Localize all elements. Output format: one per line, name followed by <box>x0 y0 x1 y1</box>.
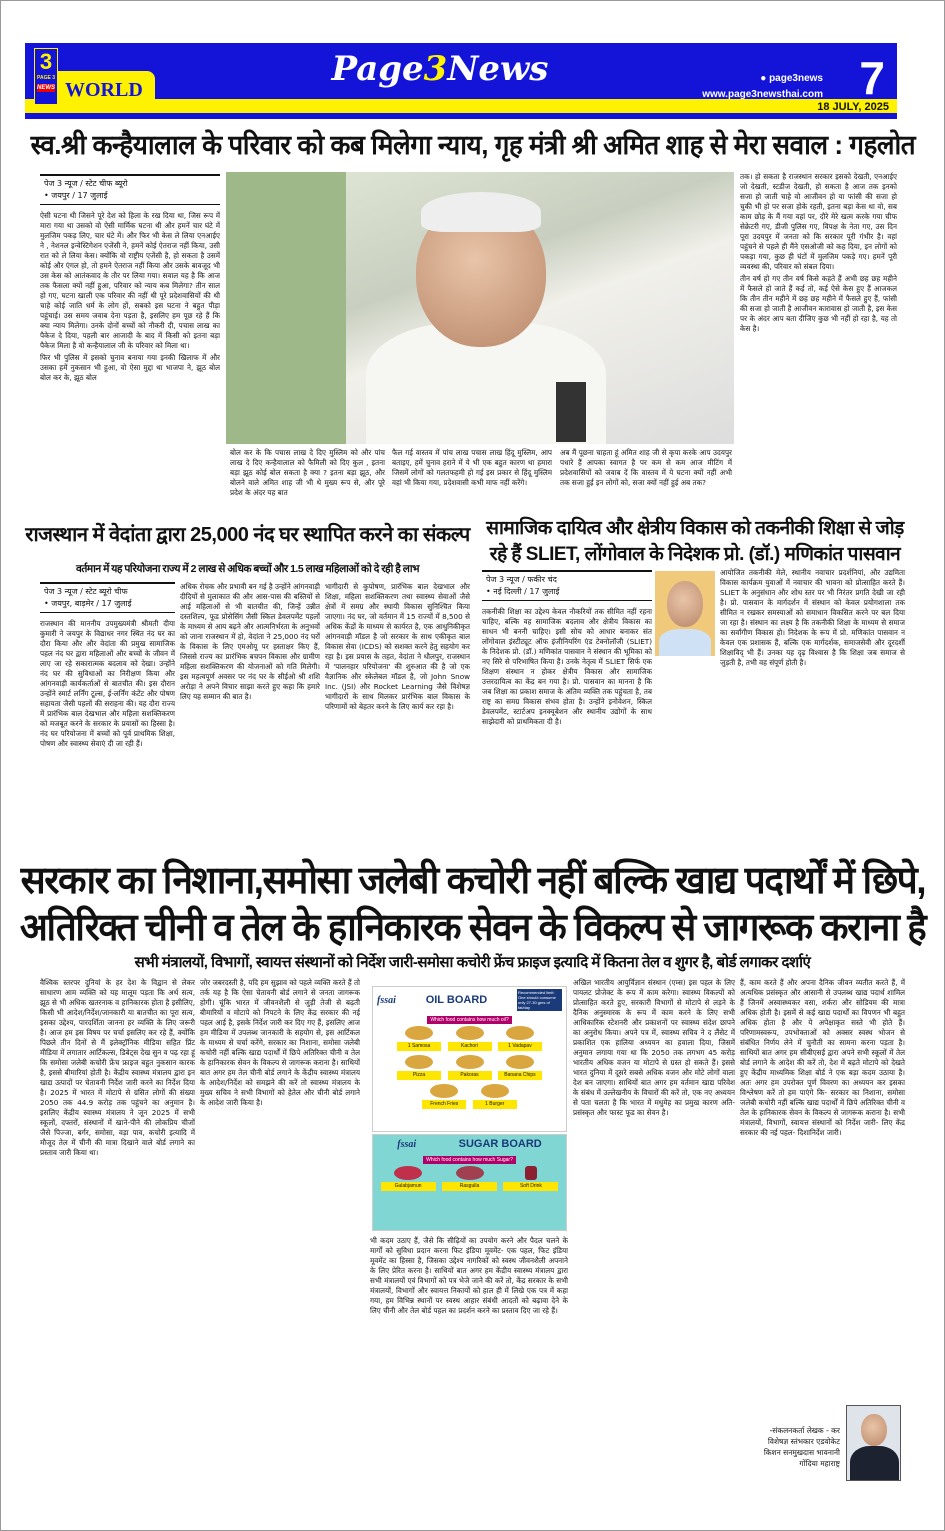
story1-under-col-1: बोल कर के कि पचास लाख दे दिए मुस्लिम को और पांच लाख दे दिए कन्हैयालाल को फैमिली को दिए कुल , इतना बड़ा झूठ कोई बोल सकता है क्या ? इतना बड़ा झूठ, और बोलने वाले अमित शाह जी भी थे मुख्य रूप से, और पूरे प्रदेश के अंदर यह बात <box>230 448 385 497</box>
food-item: 1 Samosa <box>397 1026 441 1051</box>
page3-logo: 3 PAGE 3 NEWS <box>34 48 58 105</box>
director-photo <box>655 571 715 656</box>
oil-board-title: OIL BOARD <box>425 994 488 1006</box>
author-credit: -संकलनकर्ता लेखक - कर विशेषज्ञ स्तंभकार एडवोकेट किशन सनमुखदास भावनानी गोंदिया महाराष्ट्र <box>763 1426 840 1468</box>
food-item: French Fries <box>422 1084 466 1109</box>
story3-column-2: आयोजित तकनीकी मेले, स्थानीय नवाचार प्रदर्शनियां, और उद्यमिता विकास कार्यक्रम युवाओं में नवाचार की भावना को प्रोत्साहित करते हैं। SLIET के अनुसंधान और शोध स्तर पर भी निरंतर प्रगति देखी जा रही है। प्रो. पासवान के मार्गदर्शन में संस्थान को केवल प्रयोगशाला तक सीमित न रखकर समस्याओं को समाधान विकसित करने पर बल दिया जा रहा है। संस्थान का लक्ष्य है कि तकनीकी शिक्षा के माध्यम से समाज का सर्वांगीण विकास हो। निदेशक के रूप में प्रो. मणिकांत पासवान न केवल एक प्रशासक हैं, बल्कि एक मार्गदर्शक, समाजसेवी और दूरदर्शी शिक्षाविद् भी हैं। उनका यह दृढ़ विश्वास है कि शिक्षा जब समाज से जुड़ती है, तभी वह संपूर्ण होती है। <box>720 568 905 667</box>
food-item: Pakoras <box>448 1055 492 1080</box>
website: www.page3newsthai.com <box>702 89 823 100</box>
oil-board-infographic <box>372 986 567 1132</box>
contact-info: ● page3news www.page3newsthai.com <box>702 71 823 103</box>
page-number: 7 <box>859 52 885 104</box>
masthead <box>25 43 897 119</box>
story2-column-1: पेज 3 न्यूज / स्टेट ब्यूरो चीफ • जयपुर, बाड़मेर / 17 जुलाई राजस्थान की माननीय उपमुख्यमंत्री श्रीमती दीया कुमारी ने जयपुर के विद्याधर नगर स्थित नंद घर का दौरा किया और और वेदांता की प्रमुख सामाजिक पहल नंद घर द्वारा महिलाओं और बच्चों के जीवन में लाए जा रहे सकारात्मक बदलाव को देखा। उन्होंने नंद घर की सुविधाओं का निरीक्षण किया और आंगनवाड़ी कार्यकर्ताओं से बातचीत की। इस दौरान उन्होंने स्मार्ट लर्निंग टूल्स, ई-लर्निंग कंटेंट और पोषण सहायता जैसी पहलों की सराहना की। यह दौरा राज्य में प्रारंभिक बाल देखभाल और महिला सशक्तिकरण को मजबूत करने के सरकार के प्रयासों का हिस्सा है। नंद घर परियोजना में बच्चों को पूर्व प्राथमिक शिक्षा, पोषण और स्वास्थ्य सेवाएं दी जा रही हैं। <box>40 582 175 837</box>
background-plant <box>226 172 346 444</box>
sugar-board-title: SUGAR BOARD <box>458 1138 542 1150</box>
story3-byline: पेज 3 न्यूज / फकीर चंद • नई दिल्ली / 17 जुलाई <box>482 570 652 601</box>
fssai-logo: fssai <box>377 994 396 1006</box>
food-item: Soft Drink <box>503 1166 558 1191</box>
story2-column-3: भागीदारी से कुपोषण, प्रारंभिक बाल देखभाल और शिक्षा, महिला सशक्तिकरण तथा स्वास्थ्य सेवाओं जैसे क्षेत्रों में समग्र और स्थायी विकास सुनिश्चित किया जाएगा। नंद घर, जो वर्तमान में 15 राज्यों में 8,500 से अधिक केंद्रों के माध्यम से कार्यरत है, एक आधुनिकीकृत आंगनवाड़ी मॉडल है जो सरकार के साथ एकीकृत बाल विकास सेवा (ICDS) को सशक्त करने हेतु सहयोग कर रहा है। इस प्रयास के तहत, वेदांता ने धौलपुर, राजस्थान में 'पालनहार परियोजना' की शुरुआत की है जो एक वैज्ञानिक और स्केलेबल मॉडल है, जो John Snow Inc. (JSI) और Rocket Learning जैसे विशेषज्ञ भागीदारों के साथ मिलकर प्रारंभिक बाल विकास के परिणामों को बेहतर करने के लिए कार्य कर रहा है। <box>325 582 470 711</box>
story4-subhead: सभी मंत्रालयों, विभागों, स्वायत्त संस्थानों को निर्देश जारी-समोसा कचोरी फ्रेंच फ्राइज इत्यादि में कितना तेल व शुगर है, बोर्ड लगाकर दर्शाएं <box>134 954 811 971</box>
story3-headline-line2: रहे हैं SLIET, लोंगोवाल के निदेशक प्रो. (डॉ.) मणिकांत पासवान <box>489 544 901 565</box>
social-handle: page3news <box>769 73 823 84</box>
food-item: Kachori <box>448 1026 492 1051</box>
sugar-board-infographic <box>372 1134 567 1231</box>
story2-headline: राजस्थान में वेदांता द्वारा 25,000 नंद घर स्थापित करने का संकल्प <box>25 524 470 546</box>
story1-column-right: तक। हो सकता है राजस्थान सरकार इसको देखती, एनआईए जो देखती, स्टडीज देखती, हो सकता है आज तक इनको सजा हो जाती चाहे वो आजीवन हो या फांसी की सजा हो चुकी भी हो पर सजा होके रहती, इतना बड़ा केस था वो, सब काम छोड़ के मैं गया वहां पर, दौरे मेरे खत्म करके गया चीफ सेक्रेटरी गए, डीजी पुलिस गए, विपक्ष के नेता गए, उस दिन पूरा उदयपुर में जनता को कि सरकार पूरी गंभीर है। वहां पहुंचने से पहले ही मैंने एसओजी को कह दिया, इन लोगों को पकड़ा गया, कुछ ही घंटों में मुलजिम पकड़े गए। हमनें पूरी व्यवस्था की, परिवार को संबल दिया। तीन वर्ष हो गए तीन वर्ष किसे कहते हैं अभी छह छह महीने में फैसले हो जाते हैं कई तो, कई ऐसे केस हुए हैं आजकल कि तीन तीन महीने में छह छह महीने में फैसले हुए हैं, फांसी की सजा हो जाती है आजीवन कारावास हो जाती है, इस केस पर के अंदर आप बता दीजिए कुछ भी नहीं हो रहा है, यह तो केस है। <box>740 172 897 333</box>
food-item: Pizza <box>397 1055 441 1080</box>
issue-date: 18 JULY, 2025 <box>817 101 889 113</box>
oil-recommended-limit: Recommended limit: One should consume only 27-30 gms of fat/day <box>517 989 562 1011</box>
author-suit <box>850 1446 899 1481</box>
story1-headline: स्व.श्री कन्हैयालाल के परिवार को कब मिलेगा न्याय, गृह मंत्री श्री अमित शाह से मेरा सवाल : गहलोत <box>30 130 915 160</box>
oil-question: Which food contains how much oil? <box>427 1016 511 1024</box>
food-item: Rasgulla <box>442 1166 497 1191</box>
food-item: 1 Vadapav <box>498 1026 542 1051</box>
section-label: WORLD <box>65 79 143 101</box>
story4-column-2: जोर जबरदस्ती है, यदि हम सुझाव को पहले व्यक्ति करते हैं तो तर्क यह है कि ऐसा चेतावनी बोर्ड लगाने से जनता जागरूक होगी। चूंकि भारत में जीवनशैली से जुड़ी तेजी से बढ़ती बीमारियों व मोटापे को निपटने के लिए केंद्र सरकार की नई पहल आई है, इसके निर्देश जारी कर दिए गए हैं, इसलिए आज हम मीडिया में उपलब्ध जानकारी के सहयोग से, इस आर्टिकल के माध्यम से चर्चा करेंगे, सरकार का निशाना, समोसा जलेबी कचोरी नहीं बल्कि खाद्य पदार्थों में छिपे अतिरिक्त चीनी व तेल के हानिकारक सेवन के विकल्प से जागरूक कराना है। साथियों बात अगर हम तेल चीनी बोर्ड लगाने के केंद्रीय स्वास्थ्य मंत्रालय के आदेश/निर्देश को समझने की करें तो स्वास्थ्य मंत्रालय के मुख्य सचिव ने सभी विभागों को हेतेल और चीनी बोर्ड लगाने के आदेश जारी किया है। <box>200 978 360 1107</box>
story1-under-col-2: फैल गई वास्तव में पांच लाख पचास लाख हिंदू मुस्लिम, आप बताइए, हमें चुनाव हराने में ये भी एक बहुत कारण था हमारा जिसमें लोगों को गलतफहमी हो गई इस प्रकार से हिंदू मुस्लिम वहां भी किया गया, प्रदेशवासी कभी माफ नहीं करेंगे। <box>392 448 552 487</box>
story2-subhead: वर्तमान में यह परियोजना राज्य में 2 लाख से अधिक बच्चों और 1.5 लाख महिलाओं को दे रही है लाभ <box>76 563 419 575</box>
gehlot-photo <box>226 172 734 444</box>
story4-column-4: अखिल भारतीय आयुर्विज्ञान संस्थान (एम्स) इस पहल के लिए पायलट प्रोजेक्ट के रूप में काम करेगा। स्वास्थ्य विकल्पों को प्रोत्साहित करते हुए, सरकारी विभागों से मोटापे से लड़ने के दैनिक अनुस्मारक के रूप में काम करने के लिए सभी आधिकारिक स्टेशनरी और प्रकाशनों पर स्वास्थ्य संदेश छापने का अनुरोध किया। अपने पत्र में, स्वास्थ्य सचिव ने द लैंसेट में प्रकाशित एक हालिया अध्ययन का हवाला दिया, जिसमें अनुमान लगाया गया था कि 2050 तक लगभग 45 करोड़ भारतीय अधिक वजन या मोटापे से ग्रस्त हो सकते हैं। इससे भारत दुनिया में दूसरे सबसे अधिक वजन और मोटे लोगों वाला देश बन जाएगा। साथियों बात अगर हम वर्तमान खाद्य परिवेश के संबंध में उल्लेखनीय के विचारों की करें तो, एक नए अध्ययन से पता चलता है कि भारत में मधुमेह का प्रमुख कारण अति-प्रसंस्कृत और फास्ट फूड का सेवन है। <box>573 978 735 1117</box>
sugar-question: Which food contains how much Sugar? <box>423 1156 516 1164</box>
brand-title: Page3News <box>331 49 549 89</box>
food-item: Banana Chips <box>498 1055 542 1080</box>
microphone <box>556 382 586 442</box>
story4-headline-line1: सरकार का निशाना,समोसा जलेबी कचोरी नहीं बल्कि खाद्य पदार्थों में छिपे, <box>20 860 925 902</box>
oil-food-grid <box>373 1024 566 1111</box>
story3-column-1: पेज 3 न्यूज / फकीर चंद • नई दिल्ली / 17 जुलाई तकनीकी शिक्षा का उद्देश्य केवल नौकरियों तक सीमित नहीं रहना चाहिए, बल्कि वह सामाजिक बदलाव और क्षेत्रीय विकास का साधन भी बननी चाहिए। इसी सोच को आधार बनाकर संत लोंगोवाल इंस्टीट्यूट ऑफ इंजीनियरिंग एंड टेक्नोलॉजी (SLIET) के निदेशक प्रो. (डॉ.) मणिकांत पासवान ने संस्थान की भूमिका को नए सिरे से परिभाषित किया है। उनके नेतृत्व में SLIET सिर्फ एक शिक्षण संस्थान न होकर क्षेत्रीय विकास और सामाजिक उत्तरदायित्व का केंद्र बन गया है। प्रो. पासवान का मानना है कि जब शिक्षा का प्रकाश समाज के अंतिम व्यक्ति तक पहुंचता है, तब राष्ट्र का समग्र विकास संभव होता है। उन्होंने इनोवेशन, स्किल डेवलपमेंट, स्टार्टअप इनक्यूबेशन और स्थानीय उद्योगों के साथ साझेदारी को प्राथमिकता दी है। <box>482 570 652 837</box>
director-face <box>667 581 703 627</box>
story1-byline: पेज 3 न्यूज / स्टेट चीफ ब्यूरो • जयपुर / 17 जुलाई <box>40 174 220 205</box>
author-face <box>861 1414 887 1446</box>
story1-under-col-3: अब मैं पूछना चाहता हूं अमित शाह जी से कृपा करके आप उदयपुर पधारे हैं आपका स्वागत है पर कम से कम आज मीटिंग में प्रदेशवासियों को जवाब दें कि वास्तव में ये घटना क्यों नहीं अभी तक सजा हुई इन लोगों को, सजा क्यों नहीं हुई अब तक? <box>560 448 732 487</box>
story4-column-5: हैं, काम करते हैं और अपना दैनिक जीवन व्यतीत करते हैं, में अत्यधिक प्रसंस्कृत और आसानी से उपलब्ध खाद्य पदार्थ शामिल हैं जिनमें अस्वास्थ्यकर वसा, शर्करा और सोडियम की मात्रा अधिक होती है। इसमें से कई खाद्य पदार्थों का विपणन भी बहुत अधिक होता है और ये अपेक्षाकृत सस्ते भी होते हैं। परिणामस्वरूप, उपभोक्ताओं को अक्सर स्वस्थ भोजन से संबंधित निर्णय लेने में चुनौती का सामना करना पड़ता है। साथियों बात अगर हम सीबीएसई द्वारा अपने सभी स्कूलों में तेल बोर्ड लगाने के आदेश की करें तो, देश में बढ़ते मोटापे को देखते हुए केंद्रीय माध्यमिक शिक्षा बोर्ड ने एक बड़ा कदम उठाया है। अतः अगर हम उपरोक्त पूर्ण विवरण का अध्ययन कर इसका विश्लेषण करें तो हम पाएंगे कि- सरकार का निशाना, समोसा जलेबी कचोरी नहीं बल्कि खाद्य पदार्थों में छिपे अतिरिक्त चीनी व तेल के हानिकारक सेवन के विकल्प से जागरूक कराना है। सभी मंत्रालयों, विभागों, स्वायत्त संस्थानों को निर्देश जारी- लिए केंद्र सरकार की नई पहल- दिशानिर्देश जारी। <box>740 978 905 1137</box>
story3-headline-line1: सामाजिक दायित्व और क्षेत्रीय विकास को तकनीकी शिक्षा से जोड़ <box>486 518 904 539</box>
food-item: 1 Burger <box>473 1084 517 1109</box>
story4-column-3: भी कदम उठाए हैं, जैसे कि सीढ़ियों का उपयोग करने और पैदल चलने के मार्गों को सुविधा प्रदान करना फिट इंडिया मूवमेंट- एक पहल, फिट इंडिया मूवमेंट का हिस्सा है, जिसका उद्देश्य नागरिकों को स्वस्थ जीवनशैली अपनाने के लिए प्रेरित करना है। साथियों बात अगर हम केंद्रीय स्वास्थ्य मंत्रालय द्वारा सभी मंत्रालयों एवं विभागों को पत्र भेजे जाने की करें तो, केंद्र सरकार के सभी मंत्रालयों, विभागों और स्वायत्त निकायों को हाल ही में लिखे एक पत्र में कहा गया, हम विभिन्न स्थानों पर स्वस्थ आहार संबंधी आदतों को बढ़ावा देने के लिए चीनी और तेल बोर्ड पहल का प्रदर्शन करने का प्रस्ताव दिए जा रहे हैं। <box>370 1236 568 1315</box>
sugar-food-grid <box>373 1164 566 1193</box>
story2-byline: पेज 3 न्यूज / स्टेट ब्यूरो चीफ • जयपुर, बाड़मेर / 17 जुलाई <box>40 582 175 613</box>
author-photo <box>846 1405 901 1481</box>
story2-column-2: अधिक रोचक और प्रभावी बन गई है उन्होंने आंगनवाड़ी दीदियों से मुलाकात की और आस-पास की बस्तियों से आई महिलाओं से भी बातचीत की, जिन्हें उन्नीत दस्तशिल्प, फूड प्रोसेसिंग जैसी स्किल डेवलपमेंट पहलों के माध्यम से आय बढ़ने और आत्मनिर्भरता के अनुभवों को जाना राजस्थान में हो, वेदांता ने 25,000 नंद घरों के विकास के लिए एमओयू पर हस्ताक्षर किए हैं, जिससे राज्य का प्रारंभिक बचपन विकास और ग्रामीण महिला सशक्तिकरण की योजनाओं को गति मिलेगी। इस महत्वपूर्ण अवसर पर नंद घर के सीईओ श्री शशि अरोड़ा ने अपने विचार साझा करते हुए कहा कि हमारे लिए यह सम्मान की बात है। <box>180 582 320 701</box>
speaker-hair <box>421 192 541 232</box>
food-item: Gulabjamun <box>381 1166 436 1191</box>
fssai-logo: fssai <box>397 1138 417 1150</box>
director-shirt <box>659 629 711 656</box>
story4-headline-line2: अतिरिक्त चीनी व तेल के हानिकारक सेवन के विकल्प से जागरूक कराना है <box>19 907 926 949</box>
story1-column-1: पेज 3 न्यूज / स्टेट चीफ ब्यूरो • जयपुर / 17 जुलाई ऐसी घटना थी जिसने पूरे देश को हिला के रख दिया था, जिस रूप में मारा गया था उसको वो ऐसी मार्मिक घटना थी और हमनें चार घंटे में मुलजिम पकड़ लिए, चार घंटे में। और फिर भी केस ले लिया एनआईए ने , नेशनल इन्वेस्टिगेशन एजेंसी ने, हमनें कोई ऐतराज नहीं किया, उसी रात को ले लिया केस। क्योंकि वो राष्ट्रीय एजेंसी है, हो सकता है उसमें कोई और एंगल हो, तो हमने ऐतराज नहीं किया और उसके बावजूद भी उस केस को आतंकवाद के तौर पर लिया गया। सवाल यह है कि आज तक फैसला क्यों नहीं हुआ, परिवार को न्याय कब मिलेगा? तीन साल हो गए, घटना खाली एक परिवार की नहीं थी पूरे प्रदेशवासियों की थी चाहे कोई जाति धर्म के लोग हों, सबको इस घटना ने बहुत पीड़ा पहुंचाई। उस समय जवाब देना पड़ता है, इसलिए हम पूछ रहे हैं कि क्या न्याय मिलेगा। उनके दोनों बच्चों को नौकरी दी, पचास लाख का पैकेज दे दिया, पहली बार आजादी के बाद में किसी को इतना बड़ा पैकेज मिला है वो कन्हैयालाल जी के परिवार को मिला था। फिर भी पुलिस में इसको चुनाव बनाया गया इनकी खिलाफ में और उसका हमें नुकसान भी हुआ, वो ऐसा मुद्दा था भाजपा ने, झूठ बोल बोल कर के, झूठ बोल <box>40 174 220 509</box>
story4-column-1: वैश्विक स्तरपर दुनियां के हर देश के विद्वान से लेकर साधारण आम व्यक्ति को यह मालूम पड़ता कि अर्थ सत्य, झूठ से भी अधिक खतरनाक व हानिकारक होता है इसीलिए, किसी भी आदेश/निर्देश/जानकारी या बातचीत का पूरा सत्य, इसका उद्देश्य, पारदर्शिता जानना हर व्यक्ति के लिए जरूरी है। आज हम इस विषय पर चर्चा इसलिए कर रहे हैं, क्योंकि पिछले तीन दिनों से मैं इलेक्ट्रॉनिक मीडिया सहित प्रिंट मीडिया में लगातार आर्टिकल्स, डिबेट्स देख सुन व पढ़ रहा हूं कि समोसा जलेबी कचोरी फ्रेंच फ्राइज बहुत नुकसान कारक है, इससे बीमारियां होती है। केंद्रीय स्वास्थ्य मंत्रालय द्वारा इन खाद्य उत्पादों पर चेतावनी निर्देश जारी करने का निर्देश दिया है। 2025 में भारत में मोटापे से ग्रसित लोगों की संख्या 2050 तक 44.9 करोड़ तक पहुंचने का अनुमान है। इसलिए केंद्रीय स्वास्थ्य मंत्रालय ने जून 2025 में सभी स्कूलों, दफ्तरों, संस्थानों में खाने-पीने की लोकप्रिय चीजों जैसे पिज्जा, बर्गर, समोसा, वड़ा पाव, कचोरी इत्यादि में मौजूद तेल में चीनी की मात्रा दिखाने वाले बोर्ड लगाने का प्रस्ताव जारी किया था। <box>40 978 195 1157</box>
